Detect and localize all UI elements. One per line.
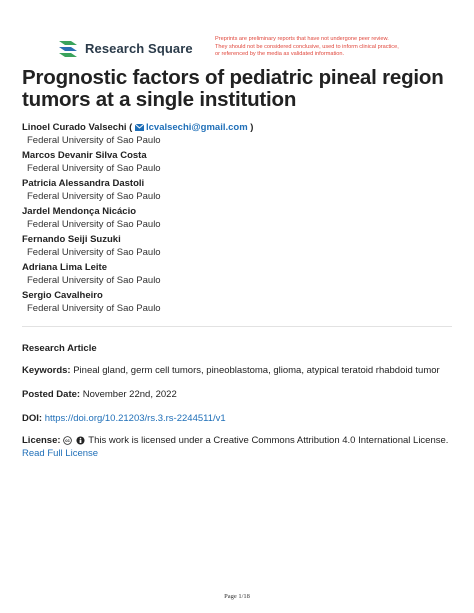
svg-text:cc: cc xyxy=(65,438,70,444)
read-full-license-link[interactable]: Read Full License xyxy=(22,448,99,459)
license-label: License: xyxy=(22,435,61,446)
keywords-row xyxy=(22,364,462,377)
posted-date-row xyxy=(22,388,462,401)
attribution-icon xyxy=(76,436,85,445)
author-affiliation: Federal University of Sao Paulo xyxy=(27,303,161,314)
author-affiliation: Federal University of Sao Paulo xyxy=(27,219,161,230)
posted-date-value: November 22nd, 2022 xyxy=(82,389,177,400)
author-entry xyxy=(22,261,462,289)
keywords-label: Keywords: xyxy=(22,365,71,376)
author-email: ( lcvalsechi@gmail.com ) xyxy=(129,122,254,133)
author-entry xyxy=(22,205,462,233)
disclaimer-line: They should not be considered conclusive, used to inform clinical practice, xyxy=(215,43,399,50)
mail-icon xyxy=(135,124,144,131)
article-type xyxy=(22,342,462,355)
author-entry xyxy=(22,289,462,317)
preprint-disclaimer xyxy=(215,36,445,59)
logo-text: Research Square xyxy=(85,40,193,56)
posted-date-label: Posted Date: xyxy=(22,389,81,400)
doi-link[interactable]: https://doi.org/10.21203/rs.3.rs-2244511/v1 xyxy=(44,413,226,424)
author-entry xyxy=(22,233,462,261)
article-title: Prognostic factors of pediatric pineal region tumors at a single institution xyxy=(22,66,444,111)
author-name: Marcos Devanir Silva Costa xyxy=(22,150,147,161)
section-divider xyxy=(22,326,452,327)
author-affiliation: Federal University of Sao Paulo xyxy=(27,275,161,286)
research-square-logo-icon xyxy=(57,38,79,58)
author-entry xyxy=(22,177,462,205)
license-text: This work is licensed under a Creative Commons Attribution 4.0 International License. xyxy=(88,435,449,446)
author-name xyxy=(22,121,462,134)
page-number: Page 1/18 xyxy=(224,593,250,600)
author-name: Patricia Alessandra Dastoli xyxy=(22,178,145,189)
creative-commons-icon xyxy=(63,436,72,445)
keywords-value: Pineal gland, germ cell tumors, pineoblastoma, glioma, atypical teratoid rhabdoid tumor xyxy=(73,365,440,376)
author-name: Sergio Cavalheiro xyxy=(22,290,103,301)
author-entry xyxy=(22,121,462,149)
disclaimer-line: or referenced by the media as validated information. xyxy=(215,51,345,58)
author-list xyxy=(22,121,462,317)
author-affiliation: Federal University of Sao Paulo xyxy=(27,163,161,174)
author-affiliation: Federal University of Sao Paulo xyxy=(27,247,161,258)
author-entry xyxy=(22,149,462,177)
article-type-label: Research Article xyxy=(22,343,97,354)
email-text: lcvalsechi@gmail.com xyxy=(145,122,248,133)
doi-label: DOI: xyxy=(22,413,43,424)
license-row xyxy=(22,434,462,460)
author-affiliation: Federal University of Sao Paulo xyxy=(27,191,161,202)
disclaimer-line: Preprints are preliminary reports that have not undergone peer review. xyxy=(215,36,389,42)
author-name: Jardel Mendonça Nicácio xyxy=(22,206,137,217)
author-name: Adriana Lima Leite xyxy=(22,262,107,273)
author-name: Fernando Seiji Suzuki xyxy=(22,234,121,245)
author-name-text: Linoel Curado Valsechi xyxy=(22,122,127,133)
author-affiliation: Federal University of Sao Paulo xyxy=(27,135,161,146)
doi-row xyxy=(22,412,462,425)
email-link[interactable] xyxy=(135,122,248,133)
research-square-logo[interactable] xyxy=(57,38,193,58)
